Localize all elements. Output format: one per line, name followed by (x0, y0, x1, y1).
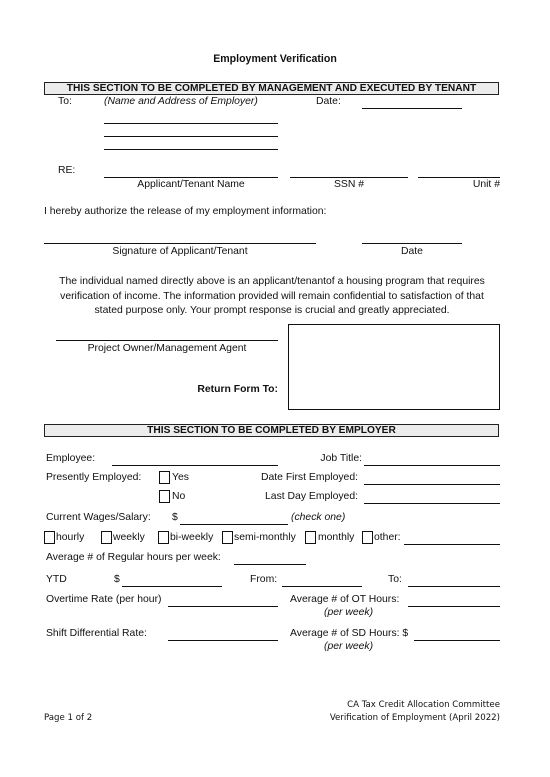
ytd-dollar-sign: $ (114, 574, 120, 585)
unit-line[interactable] (418, 177, 500, 178)
overtime-rate-label: Overtime Rate (per hour) (46, 594, 162, 605)
per-week-hint-ot: (per week) (324, 607, 374, 618)
re-label: RE: (58, 165, 76, 176)
avg-sd-hours-line[interactable] (414, 640, 500, 641)
section-header-employer: THIS SECTION TO BE COMPLETED BY EMPLOYER (44, 424, 499, 437)
weekly-checkbox[interactable] (101, 531, 112, 544)
date-first-employed-label: Date First Employed: (260, 472, 358, 483)
footer-committee: CA Tax Credit Allocation Committee (347, 700, 500, 710)
avg-regular-hours-line[interactable] (234, 564, 306, 565)
signature-date-line[interactable] (362, 243, 462, 244)
bi-weekly-label: bi-weekly (170, 532, 214, 543)
agent-line[interactable] (56, 340, 278, 341)
hourly-checkbox[interactable] (44, 531, 55, 544)
wages-dollar-sign: $ (172, 512, 178, 523)
semi-monthly-checkbox[interactable] (222, 531, 233, 544)
avg-sd-hours-label: Average # of SD Hours: $ (290, 628, 409, 639)
confidentiality-paragraph (44, 275, 500, 319)
footer-page-number: Page 1 of 2 (44, 713, 93, 723)
from-line[interactable] (282, 586, 362, 587)
to-date-label: To: (388, 574, 402, 585)
from-label: From: (250, 574, 278, 585)
yes-label: Yes (172, 472, 189, 483)
date-label: Date: (316, 96, 341, 107)
last-day-employed-label: Last Day Employed: (265, 491, 358, 502)
ytd-line[interactable] (122, 586, 222, 587)
date-line[interactable] (362, 108, 462, 109)
unit-caption: Unit # (472, 179, 500, 190)
bi-weekly-checkbox[interactable] (158, 531, 169, 544)
wages-line[interactable] (180, 524, 288, 525)
other-checkbox[interactable] (362, 531, 373, 544)
applicant-name-line[interactable] (104, 177, 278, 178)
per-week-hint-sd: (per week) (324, 641, 374, 652)
employee-line[interactable] (112, 465, 278, 466)
paragraph-line-1: The individual named directly above is an applicant/tenantof a housing program that requires (59, 276, 485, 287)
presently-employed-label: Presently Employed: (46, 472, 142, 483)
avg-ot-hours-label: Average # of OT Hours: (290, 594, 400, 605)
weekly-label: weekly (113, 532, 145, 543)
signature-line[interactable] (44, 243, 316, 244)
no-checkbox[interactable] (159, 490, 170, 503)
avg-ot-hours-line[interactable] (408, 606, 500, 607)
employer-address-line-3[interactable] (104, 149, 278, 150)
date-first-employed-line[interactable] (364, 484, 500, 485)
paragraph-line-3: stated purpose only. Your prompt response is crucial and greatly appreciated. (94, 305, 450, 316)
to-label: To: (58, 96, 72, 107)
section-header-management: THIS SECTION TO BE COMPLETED BY MANAGEMENT AND EXECUTED BY TENANT (44, 82, 499, 95)
monthly-label: monthly (318, 532, 355, 543)
employee-label: Employee: (46, 453, 96, 464)
ytd-label: YTD (46, 574, 67, 585)
employer-address-line-1[interactable] (104, 123, 278, 124)
shift-differential-line[interactable] (168, 640, 278, 641)
job-title-label: Job Title: (320, 453, 362, 464)
return-address-box[interactable] (288, 324, 500, 410)
agent-caption: Project Owner/Management Agent (87, 343, 247, 354)
signature-caption: Signature of Applicant/Tenant (112, 246, 248, 257)
ssn-line[interactable] (290, 177, 408, 178)
overtime-rate-line[interactable] (168, 606, 278, 607)
other-label: other: (374, 532, 401, 543)
employer-hint: (Name and Address of Employer) (104, 96, 258, 107)
employer-address-line-2[interactable] (104, 136, 278, 137)
ssn-caption: SSN # (333, 179, 365, 190)
check-one-hint: (check one) (291, 512, 346, 523)
avg-regular-hours-label: Average # of Regular hours per week: (46, 552, 221, 563)
current-wages-label: Current Wages/Salary: (46, 512, 151, 523)
shift-differential-label: Shift Differential Rate: (46, 628, 147, 639)
signature-date-caption: Date (401, 246, 423, 257)
other-line[interactable] (404, 544, 500, 545)
to-line[interactable] (408, 586, 500, 587)
hourly-label: hourly (56, 532, 85, 543)
no-label: No (172, 491, 186, 502)
page-title: Employment Verification (213, 53, 337, 65)
applicant-name-caption: Applicant/Tenant Name (137, 179, 245, 190)
monthly-checkbox[interactable] (305, 531, 316, 544)
return-form-label: Return Form To: (197, 384, 278, 395)
yes-checkbox[interactable] (159, 471, 170, 484)
last-day-employed-line[interactable] (364, 503, 500, 504)
authorize-text: I hereby authorize the release of my employment information: (44, 206, 327, 217)
semi-monthly-label: semi-monthly (234, 532, 296, 543)
job-title-line[interactable] (364, 465, 500, 466)
paragraph-line-2: verification of income. The information provided will remain confidential to satisfaction of that (60, 290, 484, 302)
footer-form-name: Verification of Employment (April 2022) (329, 713, 500, 723)
